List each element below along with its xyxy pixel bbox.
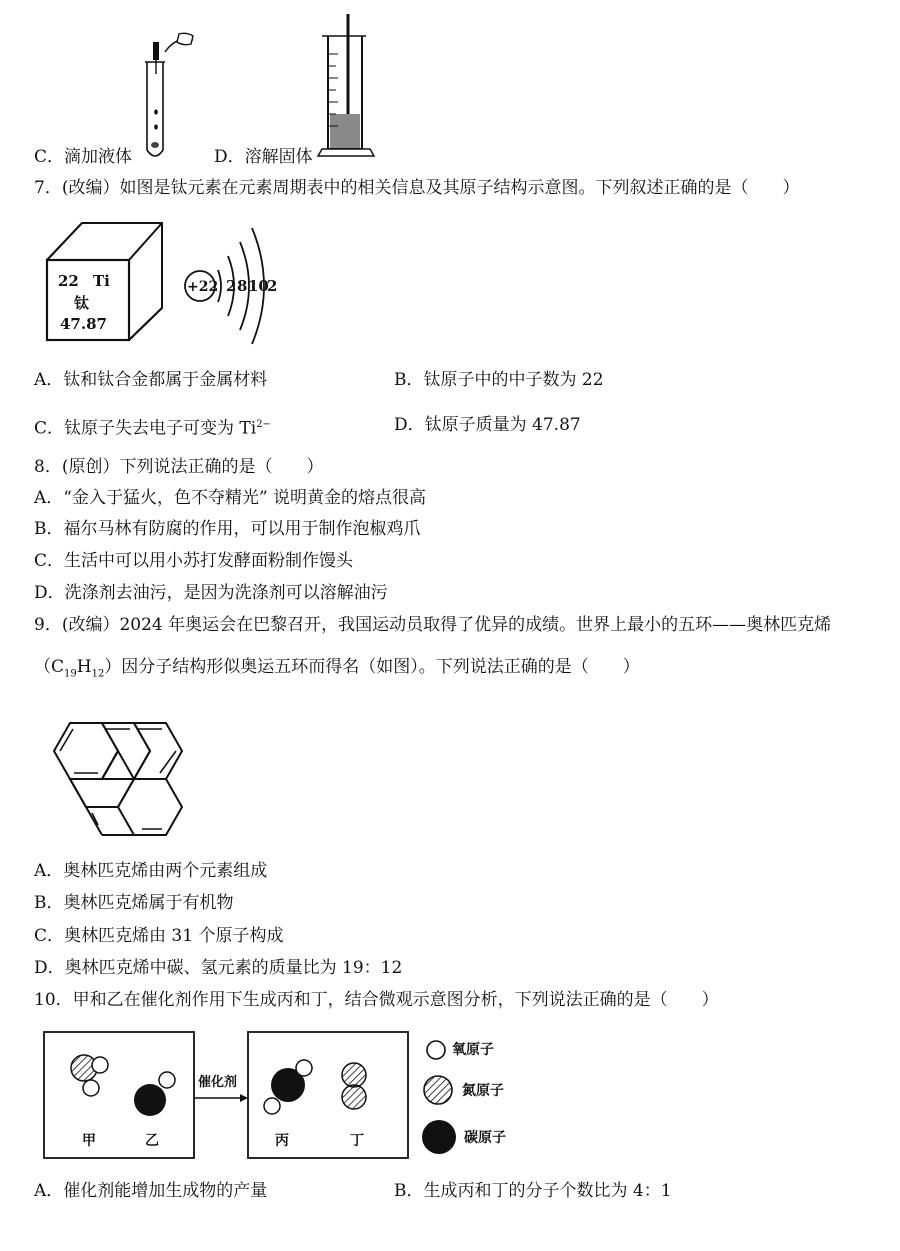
q7-option-d: D．钛原子质量为 47.87 [394, 415, 581, 435]
q9-formula-open: （C [34, 657, 65, 677]
q9-option-d: D．奥林匹克烯中碳、氢元素的质量比为 19：12 [34, 958, 403, 978]
label-yi: 乙 [145, 1133, 159, 1149]
q8-option-d: D．洗涤剂去油污，是因为洗涤剂可以溶解油污 [34, 583, 388, 603]
legend-carbon-label: 碳原子 [464, 1130, 506, 1146]
ti-shell-3: 10 [248, 277, 269, 295]
q9-formula-c-count: 19 [64, 668, 77, 680]
olympicene-structure [38, 708, 238, 838]
q8-option-a: A．“金入于猛火，色不夺精光” 说明黄金的熔点很高 [34, 488, 427, 508]
legend-nitrogen-label: 氮原子 [462, 1083, 504, 1099]
q7-stem: 7．(改编）如图是钛元素在元素周期表中的相关信息及其原子结构示意图。下列叙述正确的是（ ） [34, 178, 800, 198]
q7-option-b: B．钛原子中的中子数为 22 [394, 370, 604, 390]
q9-option-a: A．奥林匹克烯由两个元素组成 [34, 861, 268, 881]
graduated-cylinder-illustration [318, 14, 388, 164]
q6-option-c: C．滴加液体 [34, 147, 133, 167]
q9-stem-line2 [34, 656, 640, 685]
q9-option-c: C．奥林匹克烯由 31 个原子构成 [34, 926, 284, 946]
q10-stem: 10．甲和乙在催化剂作用下生成丙和丁，结合微观示意图分析，下列说法正确的是（ ） [34, 990, 719, 1010]
q9-stem-continued: ）因分子结构形似奥运五环而得名（如图）。下列说法正确的是（ ） [104, 657, 640, 677]
ti-nucleus-charge: +22 [187, 279, 219, 295]
legend-oxygen-label: 氧原子 [452, 1042, 494, 1058]
q9-formula-h: H [76, 657, 92, 677]
ti-atomic-number: 22 [58, 272, 79, 290]
ti-atomic-mass: 47.87 [60, 315, 107, 333]
dropper-test-tube-illustration [135, 32, 195, 162]
q9-formula-h-count: 12 [91, 668, 105, 680]
ti-shell-1: 2 [226, 277, 237, 295]
label-bing: 丙 [275, 1133, 289, 1149]
q10-option-b: B．生成丙和丁的分子个数比为 4：1 [394, 1181, 672, 1201]
q6-option-d: D．溶解固体 [214, 147, 313, 167]
q9-option-b: B．奥林匹克烯属于有机物 [34, 893, 234, 913]
ti-name: 钛 [74, 294, 90, 312]
q8-option-c: C．生活中可以用小苏打发酵面粉制作馒头 [34, 551, 354, 571]
ti-symbol: Ti [93, 272, 110, 290]
q7-option-c-text: C．钛原子失去电子可变为 Ti [34, 418, 257, 439]
ti-shell-2: 8 [237, 277, 248, 295]
q8-stem: 8．(原创）下列说法正确的是（ ） [34, 457, 324, 477]
catalyst-label: 催化剂 [198, 1075, 238, 1090]
q10-option-a: A．催化剂能增加生成物的产量 [34, 1181, 268, 1201]
q7-option-a: A．钛和钛合金都属于金属材料 [34, 370, 268, 390]
q7-option-c [34, 414, 271, 440]
ti-shell-4: 2 [267, 277, 278, 295]
q9-stem: 9．(改编）2024 年奥运会在巴黎召开，我国运动员取得了优异的成绩。世界上最小的五环——奥林匹克烯 [34, 615, 832, 635]
label-jia: 甲 [82, 1133, 96, 1149]
label-ding: 丁 [350, 1133, 364, 1149]
q7-option-c-charge: 2− [256, 419, 271, 430]
q8-option-b: B．福尔马林有防腐的作用，可以用于制作泡椒鸡爪 [34, 519, 421, 539]
